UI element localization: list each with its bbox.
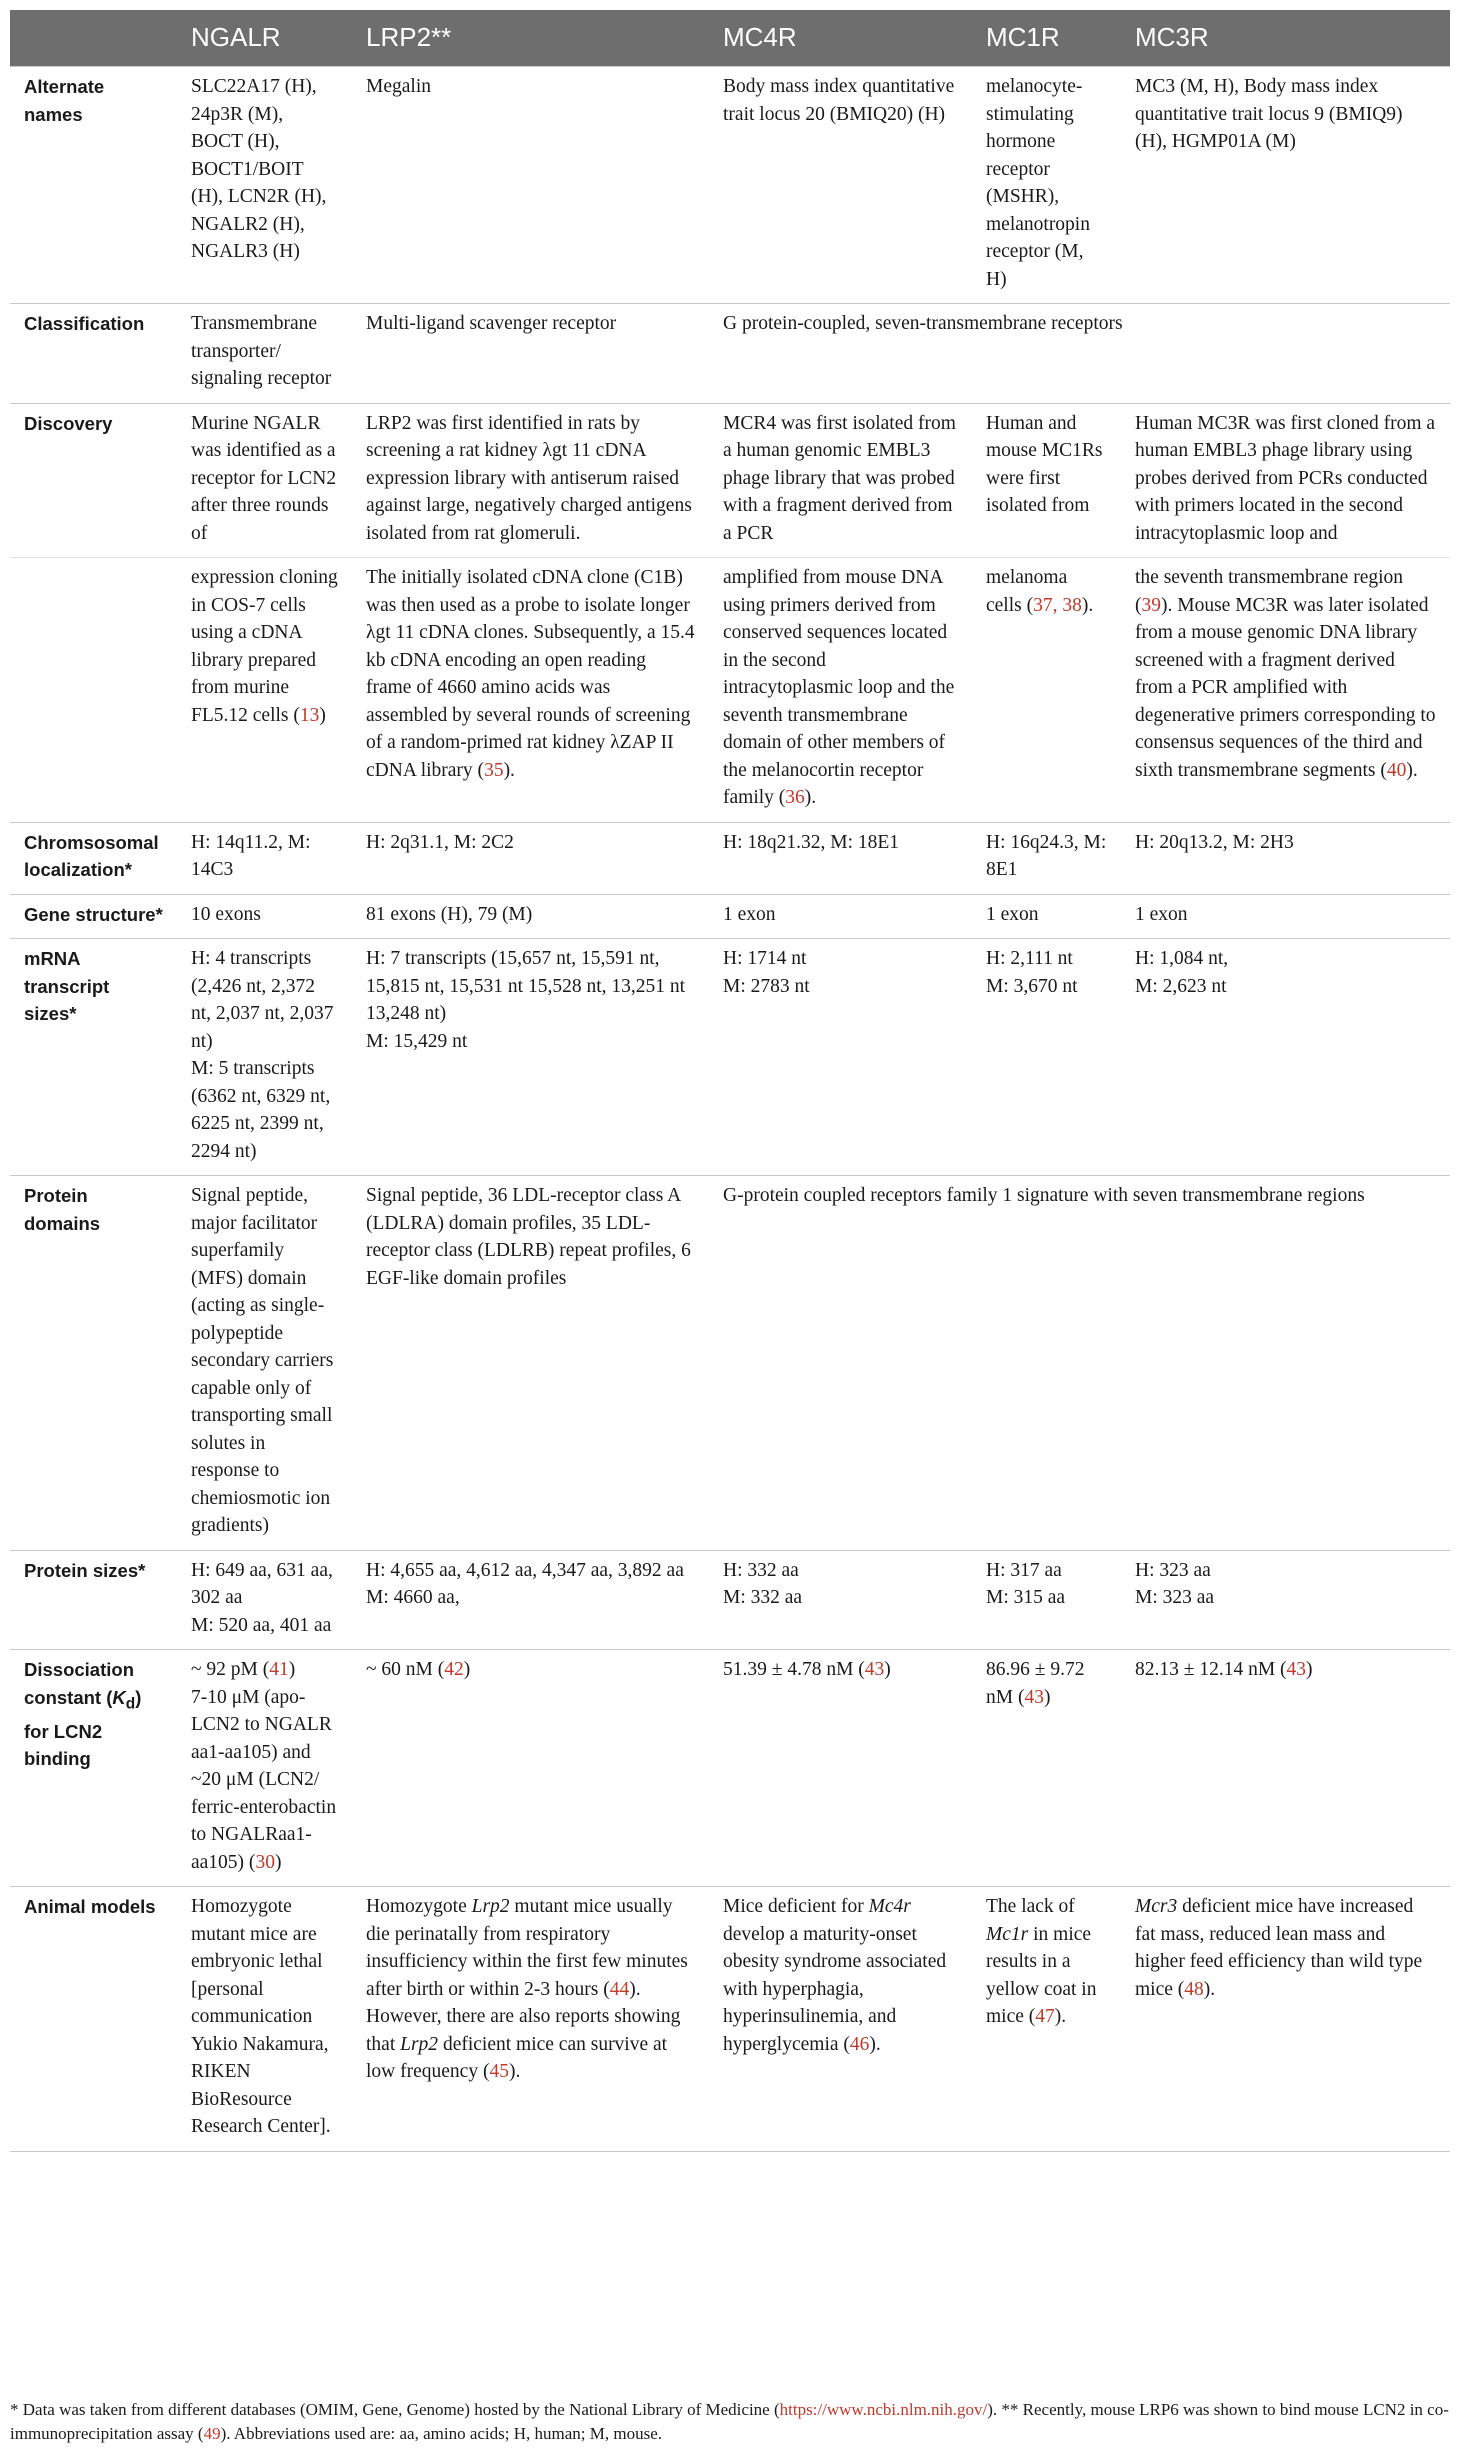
table-header (10, 10, 1450, 67)
cell-text: ) (1306, 1659, 1313, 1680)
table-row (10, 822, 1450, 894)
table-row (10, 1650, 1450, 1887)
cell-lrp2 (352, 1887, 709, 2152)
cell-text: ~ 60 nM ( (366, 1659, 445, 1680)
cell-lrp2 (352, 1650, 709, 1887)
cell-mc3r (1121, 403, 1450, 558)
cell-text-line: M: 5 transcripts (6362 nt, 6329 nt, 6225 nt, 2399 nt, 2294 nt) (191, 1058, 331, 1162)
reference-link[interactable]: 42 (444, 1659, 464, 1680)
cell-text-line: 7-10 μM (apo-LCN2 to NGALR aa1-aa105) and ~20 μM (LCN2/ ferric-enterobactin to NGALRaa1-aa105) ( (191, 1686, 337, 1873)
cell-ngalr (177, 822, 352, 894)
cell-text: 1 exon (1135, 903, 1188, 925)
cell-mc1r (972, 894, 1121, 939)
cell-text: 51.39 ± 4.78 nM ( (723, 1659, 865, 1680)
row-header (10, 1650, 177, 1887)
cell-mc4r (709, 1650, 972, 1887)
cell-text-line: M: 332 aa (723, 1587, 803, 1608)
cell-text: ). (1203, 1978, 1216, 2000)
cell-ngalr (177, 939, 352, 1176)
reference-link[interactable]: 46 (849, 2033, 870, 2055)
cell-text: G protein-coupled, seven-transmembrane receptors (723, 313, 1123, 334)
cell-mc1r (972, 558, 1121, 823)
cell-mc4r (709, 558, 972, 823)
footnote-text-3: ). Abbreviations used are: aa, amino acids; H, human; M, mouse. (220, 2424, 663, 2443)
row-header: Animal models (10, 1887, 177, 2152)
cell-text: H: 18q21.32, M: 18E1 (723, 831, 900, 853)
cell-text: melanoma cells ( (986, 567, 1068, 616)
reference-link[interactable]: 40 (1386, 759, 1407, 781)
cell-mc4r (709, 403, 972, 558)
cell-text: deficient mice can survive at low frequency ( (366, 2033, 668, 2082)
cell-lrp2 (352, 1550, 709, 1650)
table-row (10, 1176, 1450, 1551)
row-header: Alternate names (10, 67, 177, 304)
cell-mc1r (972, 939, 1121, 1176)
cell-text-line: H: 7 transcripts (15,657 nt, 15,591 nt, 15,815 nt, 15,531 nt 15,528 nt, 13,251 nt 13,248 nt) (366, 948, 686, 1024)
reference-link[interactable]: 41 (269, 1659, 289, 1680)
row-header: Classification (10, 304, 177, 404)
cell-text-line: M: 3,670 nt (986, 975, 1078, 997)
cell-mc3r (1121, 822, 1450, 894)
table-row-continued (10, 558, 1450, 823)
cell-text: Body mass index quantitative trait locus 20 (BMIQ20) (H) (723, 76, 955, 125)
cell-mc3r (1121, 1650, 1450, 1887)
cell-mc3r (1121, 1887, 1450, 2152)
cell-text: ) (319, 704, 326, 726)
cell-text: H: 14q11.2, M: 14C3 (191, 831, 311, 880)
ncbi-link[interactable]: https://www.ncbi.nlm.nih.gov/ (779, 2400, 988, 2419)
cell-mc4r (709, 1176, 1450, 1551)
cell-mc4r (709, 822, 972, 894)
cell-mc1r (972, 1887, 1121, 2152)
cell-text: 81 exons (H), 79 (M) (366, 903, 533, 925)
cell-text-line: M: 520 aa, 401 aa (191, 1614, 332, 1636)
footnote-text-2: ). ** Recently, mouse LRP6 was shown to bind mouse LCN2 in co-immunoprecipitation assay ( (10, 2400, 1449, 2443)
cell-mc4r (709, 67, 972, 304)
cell-mc4r (709, 304, 1450, 404)
row-header-symbol: K (112, 1686, 126, 1708)
cell-text: Murine NGALR was identified as a receptor for LCN2 after three rounds of (191, 412, 337, 544)
row-header: mRNA transcript sizes* (10, 939, 177, 1176)
gene-name: Mcr3 (1135, 1896, 1178, 1917)
cell-text: Megalin (366, 76, 431, 97)
gene-name: Lrp2 (400, 2033, 439, 2055)
cell-text-line: M: 323 aa (1135, 1587, 1215, 1608)
cell-ngalr (177, 1176, 352, 1551)
cell-text-line: H: 4 transcripts (2,426 nt, 2,372 nt, 2,037 nt, 2,037 nt) (191, 948, 334, 1052)
reference-link[interactable]: 30 (255, 1851, 275, 1873)
cell-text: the seventh transmembrane region ( (1135, 567, 1404, 616)
reference-link[interactable]: 13 (299, 704, 320, 726)
cell-text-line: H: 4,655 aa, 4,612 aa, 4,347 aa, 3,892 aa (366, 1559, 684, 1581)
cell-text-line: M: 15,429 nt (366, 1030, 468, 1052)
cell-mc3r (1121, 1550, 1450, 1650)
reference-link[interactable]: 37, 38 (1033, 594, 1082, 616)
cell-text-line: H: 1714 nt (723, 948, 807, 969)
cell-lrp2 (352, 939, 709, 1176)
cell-text-line: H: 317 aa (986, 1559, 1062, 1581)
cell-text: 10 exons (191, 903, 261, 925)
cell-text: Signal peptide, 36 LDL-receptor class A (LDLRA) domain profiles, 35 LDL-receptor class (LDLRB) repeat profiles, 6 EGF-like domain profiles (366, 1185, 691, 1289)
cell-lrp2 (352, 1176, 709, 1551)
row-header: Discovery (10, 403, 177, 558)
cell-mc1r (972, 403, 1121, 558)
cell-text: ). (508, 2061, 521, 2082)
row-header: Gene structure* (10, 894, 177, 939)
cell-ngalr (177, 894, 352, 939)
cell-text: ). (503, 759, 515, 781)
cell-text-line: H: 649 aa, 631 aa, 302 aa (191, 1559, 333, 1608)
header-row (10, 10, 1450, 67)
reference-link[interactable]: 43 (1024, 1686, 1044, 1708)
cell-text: Human and mouse MC1Rs were first isolated from (986, 412, 1103, 516)
cell-text: in mice results in a yellow coat in mice ( (986, 1923, 1097, 2027)
table-row (10, 403, 1450, 558)
cell-ngalr (177, 304, 352, 404)
header-mc4r: MC4R (709, 10, 972, 67)
cell-text: Signal peptide, major facilitator superfamily (MFS) domain (acting as single-polypeptide secondary carriers capable only of transporting small solutes in response to chemiosmotic ion gradients) (191, 1185, 334, 1536)
footnote-text-1: * Data was taken from different databases (OMIM, Gene, Genome) hosted by the National Library of Medicine ( (10, 2400, 780, 2419)
gene-name: Mc1r (986, 1923, 1029, 1945)
cell-text: Homozygote (366, 1896, 472, 1917)
cell-text: H: 20q13.2, M: 2H3 (1135, 831, 1294, 853)
row-header: Chromsosomal localization* (10, 822, 177, 894)
cell-text: ). (1054, 2006, 1067, 2027)
cell-text: Transmembrane transporter/ signaling receptor (191, 313, 332, 389)
cell-text: ). Mouse MC3R was later isolated from a mouse genomic DNA library screened with a fragment derived from a PCR amplified with degenerative primers corresponding to consensus sequences of the third and sixth transmembrane segments ( (1135, 594, 1436, 781)
table-row (10, 894, 1450, 939)
cell-mc1r (972, 1650, 1121, 1887)
cell-mc3r (1121, 939, 1450, 1176)
cell-text-line: ) (288, 1659, 296, 1680)
cell-text: ). However, there are also reports showing that (366, 1978, 681, 2055)
row-header: Protein domains (10, 1176, 177, 1551)
cell-mc1r (972, 822, 1121, 894)
row-header: Protein sizes* (10, 1550, 177, 1650)
cell-text: 1 exon (723, 903, 776, 925)
header-lrp2: LRP2** (352, 10, 709, 67)
reference-link[interactable]: 45 (489, 2061, 509, 2082)
cell-text: develop a maturity-onset obesity syndrome associated with hyperphagia, hyperinsulinemia, and hyperglycemia ( (723, 1923, 947, 2055)
header-mc3r: MC3R (1121, 10, 1450, 67)
cell-text-line: M: 2,623 nt (1135, 975, 1227, 997)
receptor-comparison-table (10, 10, 1450, 2152)
cell-text-line: M: 2783 nt (723, 975, 810, 997)
cell-mc4r (709, 1887, 972, 2152)
cell-lrp2 (352, 67, 709, 304)
table-row (10, 304, 1450, 404)
cell-text: ). (1081, 594, 1094, 616)
cell-text-line: H: 1,084 nt, (1135, 948, 1229, 969)
cell-text: Mice deficient for (723, 1896, 869, 1917)
cell-text: ) (884, 1659, 891, 1680)
gene-name: Mc4r (868, 1896, 911, 1917)
cell-text: H: 2q31.1, M: 2C2 (366, 831, 514, 853)
cell-mc3r (1121, 67, 1450, 304)
cell-text: expression cloning in COS-7 cells using a cDNA library prepared from murine FL5.12 cells ( (191, 567, 338, 726)
cell-mc4r (709, 1550, 972, 1650)
header-ngalr: NGALR (177, 10, 352, 67)
cell-ngalr (177, 1887, 352, 2152)
gene-name: Lrp2 (471, 1896, 510, 1917)
cell-text: Multi-ligand scavenger receptor (366, 313, 617, 334)
reference-link[interactable]: 43 (864, 1659, 885, 1680)
cell-text: Human MC3R was first cloned from a human EMBL3 phage library using probes derived from PCRs conducted with primers located in the second intracytoplasmic loop and (1135, 412, 1436, 544)
cell-lrp2 (352, 558, 709, 823)
cell-text: MC3 (M, H), Body mass index quantitative trait locus 9 (BMIQ9) (H), HGMP01A (M) (1135, 76, 1403, 152)
cell-mc3r (1121, 558, 1450, 823)
reference-link[interactable]: 49 (203, 2424, 221, 2443)
cell-text-line: H: 2,111 nt (986, 948, 1073, 969)
reference-link[interactable]: 39 (1141, 594, 1161, 616)
cell-text: mutant mice usually die perinatally from respiratory insufficiency within the first few minutes after birth or within 2-3 hours ( (366, 1896, 688, 2000)
cell-text: The lack of (986, 1896, 1075, 1917)
cell-ngalr (177, 67, 352, 304)
cell-text: The initially isolated cDNA clone (C1B) was then used as a probe to isolate longer λgt 11 cDNA clones. Subsequently, a 15.4 kb cDNA encoding an open reading frame of 4660 amino acids was assembled by several rounds of screening of a random-primed rat kidney λZAP II cDNA library ( (366, 567, 695, 781)
table-row (10, 67, 1450, 304)
cell-mc4r (709, 939, 972, 1176)
row-header-text: ) for LCN2 binding (24, 1686, 142, 1770)
reference-link[interactable]: 35 (484, 759, 504, 781)
cell-lrp2 (352, 822, 709, 894)
cell-text: MCR4 was first isolated from a human genomic EMBL3 phage library that was probed with a fragment derived from a PCR (723, 412, 956, 544)
cell-text-line: H: 323 aa (1135, 1559, 1211, 1581)
cell-text: G-protein coupled receptors family 1 signature with seven transmembrane regions (723, 1185, 1365, 1206)
cell-ngalr (177, 403, 352, 558)
cell-text: ) (1043, 1686, 1051, 1708)
table-body (10, 67, 1450, 2152)
cell-text: Homozygote mutant mice are embryonic lethal [personal communication Yukio Nakamura, RIKEN BioResource Research Center]. (191, 1896, 331, 2137)
row-header-subscript: d (125, 1695, 136, 1713)
cell-text: ) (274, 1851, 282, 1873)
cell-mc1r (972, 67, 1121, 304)
header-corner (10, 10, 177, 67)
cell-text: ). (869, 2033, 881, 2055)
cell-text-line: M: 4660 aa, (366, 1587, 460, 1608)
cell-text: deficient mice have increased fat mass, reduced lean mass and higher feed efficiency than wild type mice ( (1135, 1896, 1423, 2000)
cell-text: ) (463, 1659, 471, 1680)
table-row (10, 1550, 1450, 1650)
cell-ngalr (177, 1650, 352, 1887)
table-row (10, 939, 1450, 1176)
cell-text-line: M: 315 aa (986, 1587, 1066, 1608)
cell-text: H: 16q24.3, M: 8E1 (986, 831, 1107, 880)
table-footnote (10, 2398, 1450, 2446)
cell-text-line: H: 332 aa (723, 1559, 799, 1581)
cell-mc3r (1121, 894, 1450, 939)
cell-text: ). (1406, 759, 1418, 781)
cell-text: melanocyte-stimulating hormone receptor (MSHR), melanotropin receptor (M, H) (986, 76, 1090, 290)
table-row (10, 1887, 1450, 2152)
row-header-text: Dissociation constant ( (24, 1659, 134, 1708)
cell-text: amplified from mouse DNA using primers derived from conserved sequences located in the second intracytoplasmic loop and the seventh transmembrane domain of other members of the melanocortin receptor family ( (723, 567, 955, 808)
cell-lrp2 (352, 403, 709, 558)
cell-ngalr (177, 558, 352, 823)
cell-text: SLC22A17 (H), 24p3R (M), BOCT (H), BOCT1/BOIT (H), LCN2R (H), NGALR2 (H), NGALR3 (H) (191, 76, 327, 262)
cell-text: ). (804, 787, 817, 808)
cell-text: 82.13 ± 12.14 nM ( (1135, 1659, 1287, 1680)
reference-link[interactable]: 43 (1286, 1659, 1307, 1680)
cell-mc1r (972, 1550, 1121, 1650)
reference-link[interactable]: 47 (1035, 2006, 1055, 2027)
cell-ngalr (177, 1550, 352, 1650)
cell-text: 1 exon (986, 903, 1039, 925)
cell-mc4r (709, 894, 972, 939)
header-mc1r: MC1R (972, 10, 1121, 67)
cell-text: ~ 92 pM ( (191, 1659, 270, 1680)
cell-lrp2 (352, 304, 709, 404)
row-header (10, 558, 177, 823)
cell-text: LRP2 was first identified in rats by screening a rat kidney λgt 11 cDNA expression library with antiserum raised against large, negatively charged antigens isolated from rat glomeruli. (366, 412, 692, 544)
reference-link[interactable]: 48 (1184, 1978, 1204, 2000)
cell-text: 86.96 ± 9.72 nM ( (986, 1659, 1085, 1708)
reference-link[interactable]: 44 (609, 1978, 630, 2000)
reference-link[interactable]: 36 (785, 787, 805, 808)
cell-lrp2 (352, 894, 709, 939)
